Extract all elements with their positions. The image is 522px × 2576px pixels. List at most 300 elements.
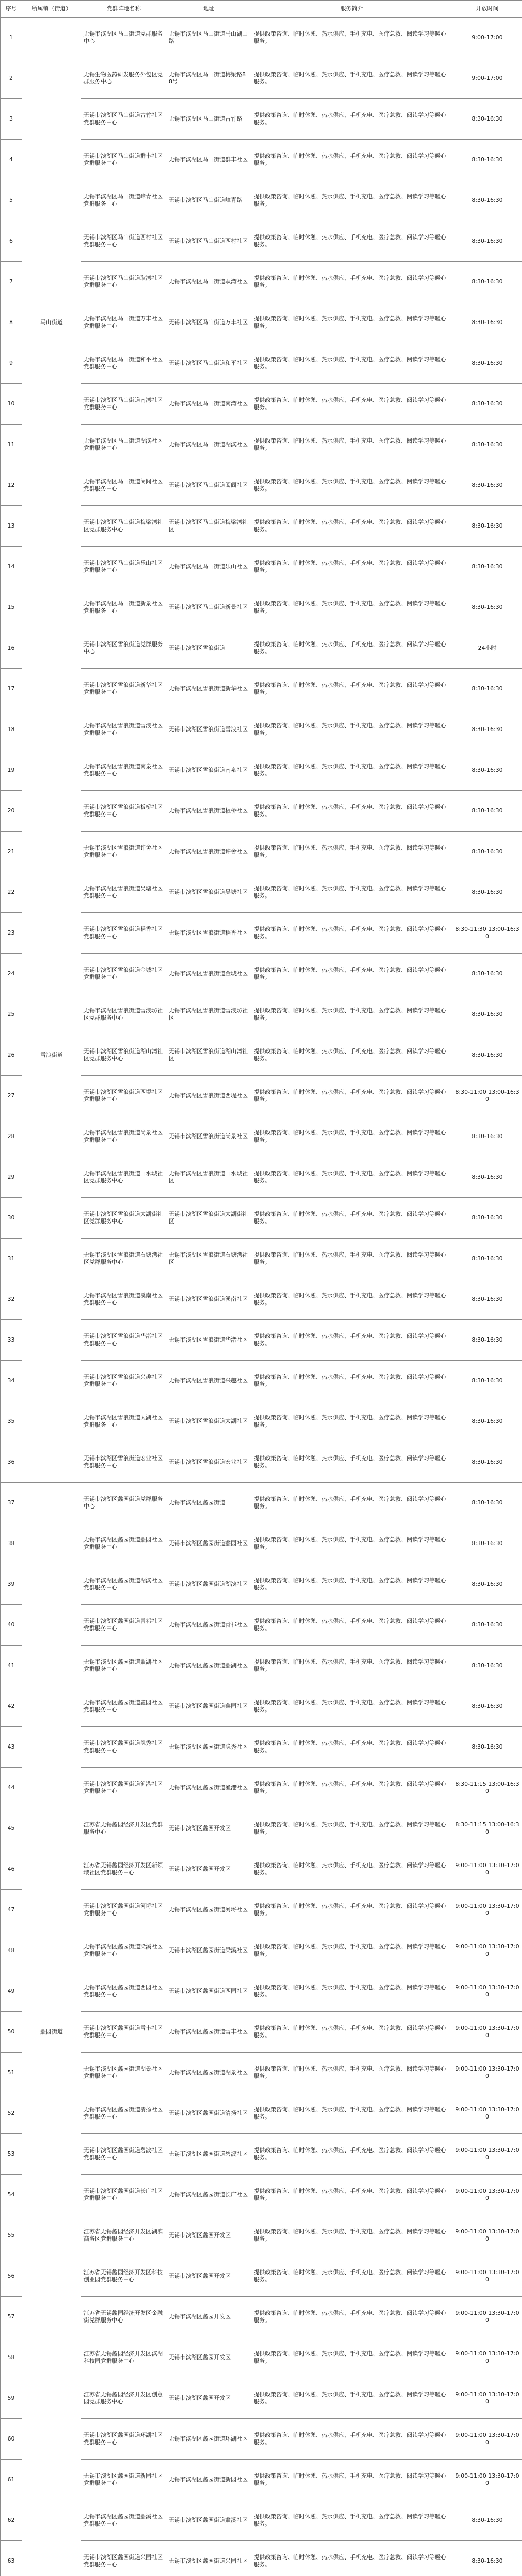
cell-hours: 8:30-16:30 (452, 1198, 522, 1239)
cell-no: 56 (1, 2256, 22, 2297)
cell-name: 无锡市滨湖区蠡园街道渔港社区党群服务中心 (81, 1768, 166, 1808)
cell-name: 无锡市滨湖区马山街道梅梁湾社区党群服务中心 (81, 506, 166, 547)
cell-hours: 8:30-16:30 (452, 1523, 522, 1564)
cell-hours: 8:30-16:30 (452, 384, 522, 425)
cell-no: 63 (1, 2541, 22, 2576)
cell-service: 提供政策咨询、临时休憩、热水供应、手机充电、医疗急救、阅读学习等暖心服务。 (251, 343, 452, 384)
cell-hours: 8:30-16:30 (452, 2500, 522, 2541)
cell-no: 57 (1, 2297, 22, 2337)
cell-address: 无锡市滨湖区马山街道梅梁湾社区 (166, 506, 251, 547)
cell-service: 提供政策咨询、临时休憩、热水供应、手机充电、医疗急救、阅读学习等暖心服务。 (251, 2500, 452, 2541)
cell-name: 无锡市滨湖区蠡园街道蠡湖社区党群服务中心 (81, 1646, 166, 1686)
cell-no: 47 (1, 1890, 22, 1930)
cell-service: 提供政策咨询、临时休憩、热水供应、手机充电、医疗急救、阅读学习等暖心服务。 (251, 1076, 452, 1116)
cell-service: 提供政策咨询、临时休憩、热水供应、手机充电、医疗急救、阅读学习等暖心服务。 (251, 2215, 452, 2256)
cell-service: 提供政策咨询、临时休憩、热水供应、手机充电、医疗急救、阅读学习等暖心服务。 (251, 750, 452, 791)
cell-address: 无锡市滨湖区马山街道湖滨社区 (166, 425, 251, 465)
cell-service: 提供政策咨询、临时休憩、热水供应、手机充电、医疗急救、阅读学习等暖心服务。 (251, 425, 452, 465)
cell-hours: 8:30-16:30 (452, 506, 522, 547)
cell-no: 7 (1, 262, 22, 302)
cell-no: 58 (1, 2337, 22, 2378)
cell-service: 提供政策咨询、临时休憩、热水供应、手机充电、医疗急救、阅读学习等暖心服务。 (251, 2256, 452, 2297)
cell-hours: 9:00-11:00 13:30-17:00 (452, 2337, 522, 2378)
cell-address: 无锡市滨湖区马山街道梅梁路88号 (166, 58, 251, 99)
cell-name: 无锡市滨湖区蠡园街道环湖社区党群服务中心 (81, 2419, 166, 2460)
table-row (1, 18, 522, 58)
cell-service: 提供政策咨询、临时休憩、热水供应、手机充电、医疗急救、阅读学习等暖心服务。 (251, 994, 452, 1035)
cell-name: 无锡市滨湖区马山街道湖滨社区党群服务中心 (81, 425, 166, 465)
cell-hours: 8:30-16:30 (452, 465, 522, 506)
cell-no: 53 (1, 2134, 22, 2175)
cell-hours: 8:30-16:30 (452, 1239, 522, 1279)
cell-no: 15 (1, 587, 22, 628)
cell-no: 11 (1, 425, 22, 465)
cell-address: 无锡市滨湖区马山街道南湾社区 (166, 384, 251, 425)
cell-address: 无锡市滨湖区雪浪街道太湖社区 (166, 1401, 251, 1442)
cell-service: 提供政策咨询、临时休憩、热水供应、手机充电、医疗急救、阅读学习等暖心服务。 (251, 1890, 452, 1930)
cell-address: 无锡市滨湖区蠡园街道河埒社区 (166, 1890, 251, 1930)
cell-hours: 9:00-11:00 13:30-17:00 (452, 2419, 522, 2460)
cell-hours: 9:00-11:00 13:30-17:00 (452, 1930, 522, 1971)
cell-address: 无锡市滨湖区蠡园街道隐秀社区 (166, 1727, 251, 1768)
cell-address: 无锡市滨湖区雪浪街道华渚社区 (166, 1320, 251, 1361)
cell-name: 无锡市滨湖区雪浪街道党群服务中心 (81, 628, 166, 669)
cell-hours: 8:30-16:30 (452, 343, 522, 384)
cell-address: 无锡市滨湖区马山街道古竹路 (166, 99, 251, 140)
cell-name: 江苏省无锡蠡园经济开发区新领域社区党群服务中心 (81, 1849, 166, 1890)
cell-hours: 8:30-16:30 (452, 587, 522, 628)
cell-no: 62 (1, 2500, 22, 2541)
cell-no: 46 (1, 1849, 22, 1890)
cell-service: 提供政策咨询、临时休憩、热水供应、手机充电、医疗急救、阅读学习等暖心服务。 (251, 18, 452, 58)
cell-name: 无锡生物医药研发服务外包区党群服务中心 (81, 58, 166, 99)
cell-hours: 8:30-16:30 (452, 750, 522, 791)
cell-name: 江苏省无锡蠡园经济开发区科技创业园党群服务中心 (81, 2256, 166, 2297)
cell-hours: 9:00-11:00 13:30-17:00 (452, 2175, 522, 2215)
cell-address: 无锡市滨湖区雪浪街道新华社区 (166, 669, 251, 709)
cell-town: 马山街道 (22, 18, 81, 628)
cell-no: 27 (1, 1076, 22, 1116)
cell-hours: 9:00-11:00 13:30-17:00 (452, 2256, 522, 2297)
cell-hours: 8:30-16:30 (452, 1442, 522, 1483)
cell-service: 提供政策咨询、临时休憩、热水供应、手机充电、医疗急救、阅读学习等暖心服务。 (251, 2053, 452, 2093)
cell-service: 提供政策咨询、临时休憩、热水供应、手机充电、医疗急救、阅读学习等暖心服务。 (251, 384, 452, 425)
cell-address: 无锡市滨湖区蠡园街道清扬社区 (166, 2093, 251, 2134)
cell-no: 37 (1, 1483, 22, 1523)
cell-service: 提供政策咨询、临时休憩、热水供应、手机充电、医疗急救、阅读学习等暖心服务。 (251, 1930, 452, 1971)
cell-no: 61 (1, 2460, 22, 2500)
cell-no: 36 (1, 1442, 22, 1483)
cell-name: 江苏省无锡蠡园经济开发区创意园党群服务中心 (81, 2378, 166, 2419)
cell-name: 无锡市滨湖区马山街道新景社区党群服务中心 (81, 587, 166, 628)
cell-name: 无锡市滨湖区雪浪街道许舍社区党群服务中心 (81, 832, 166, 872)
cell-name: 无锡市滨湖区雪浪街道雪浪坊社区党群服务中心 (81, 994, 166, 1035)
cell-service: 提供政策咨询、临时休憩、热水供应、手机充电、医疗急救、阅读学习等暖心服务。 (251, 832, 452, 872)
cell-name: 江苏省无锡蠡园经济开发区党群服务中心 (81, 1808, 166, 1849)
cell-service: 提供政策咨询、临时休憩、热水供应、手机充电、医疗急救、阅读学习等暖心服务。 (251, 1035, 452, 1076)
cell-service: 提供政策咨询、临时休憩、热水供应、手机充电、医疗急救、阅读学习等暖心服务。 (251, 1157, 452, 1198)
cell-service: 提供政策咨询、临时休憩、热水供应、手机充电、医疗急救、阅读学习等暖心服务。 (251, 1116, 452, 1157)
cell-address: 无锡市滨湖区雪浪街道太湖街社区 (166, 1198, 251, 1239)
cell-hours: 8:30-11:00 13:00-16:30 (452, 1076, 522, 1116)
cell-no: 41 (1, 1646, 22, 1686)
cell-service: 提供政策咨询、临时休憩、热水供应、手机充电、医疗急救、阅读学习等暖心服务。 (251, 180, 452, 221)
cell-no: 2 (1, 58, 22, 99)
cell-hours: 8:30-16:30 (452, 1401, 522, 1442)
cell-no: 35 (1, 1401, 22, 1442)
header-address: 地址 (166, 1, 251, 18)
cell-no: 4 (1, 140, 22, 180)
cell-service: 提供政策咨询、临时休憩、热水供应、手机充电、医疗急救、阅读学习等暖心服务。 (251, 2378, 452, 2419)
cell-service: 提供政策咨询、临时休憩、热水供应、手机充电、医疗急救、阅读学习等暖心服务。 (251, 1523, 452, 1564)
cell-no: 60 (1, 2419, 22, 2460)
cell-name: 无锡市滨湖区蠡园街道西园社区党群服务中心 (81, 1971, 166, 2012)
cell-service: 提供政策咨询、临时休憩、热水供应、手机充电、医疗急救、阅读学习等暖心服务。 (251, 1361, 452, 1401)
header-service: 服务简介 (251, 1, 452, 18)
cell-hours: 8:30-16:30 (452, 669, 522, 709)
cell-address: 无锡市滨湖区雪浪街道板桥社区 (166, 791, 251, 832)
cell-name: 无锡市滨湖区雪浪街道石塘湾社区党群服务中心 (81, 1239, 166, 1279)
cell-service: 提供政策咨询、临时休憩、热水供应、手机充电、医疗急救、阅读学习等暖心服务。 (251, 547, 452, 587)
cell-name: 无锡市滨湖区马山街道耿湾社区党群服务中心 (81, 262, 166, 302)
cell-no: 24 (1, 954, 22, 994)
cell-town: 蠡园街道 (22, 1483, 81, 2576)
cell-name: 无锡市滨湖区蠡园街道雪丰社区党群服务中心 (81, 2012, 166, 2053)
cell-address: 无锡市滨湖区马山街道马山湖山路 (166, 18, 251, 58)
cell-address: 无锡市滨湖区雪浪街道许舍社区 (166, 832, 251, 872)
cell-no: 25 (1, 994, 22, 1035)
cell-hours: 8:30-16:30 (452, 832, 522, 872)
cell-hours: 8:30-16:30 (452, 1727, 522, 1768)
cell-no: 50 (1, 2012, 22, 2053)
cell-no: 28 (1, 1116, 22, 1157)
cell-no: 44 (1, 1768, 22, 1808)
cell-address: 无锡市滨湖区蠡园街道青祁社区 (166, 1605, 251, 1646)
cell-no: 13 (1, 506, 22, 547)
cell-name: 无锡市滨湖区蠡园街道蠡溪社区党群服务中心 (81, 2500, 166, 2541)
cell-name: 无锡市滨湖区蠡园街道兴园社区党群服务中心 (81, 2541, 166, 2576)
cell-no: 54 (1, 2175, 22, 2215)
cell-no: 14 (1, 547, 22, 587)
cell-name: 无锡市滨湖区蠡园街道党群服务中心 (81, 1483, 166, 1523)
cell-no: 55 (1, 2215, 22, 2256)
cell-service: 提供政策咨询、临时休憩、热水供应、手机充电、医疗急救、阅读学习等暖心服务。 (251, 2012, 452, 2053)
cell-address: 无锡市滨湖区蠡园街道蠡溪社区 (166, 2500, 251, 2541)
cell-hours: 8:30-16:30 (452, 1483, 522, 1523)
cell-service: 提供政策咨询、临时休憩、热水供应、手机充电、医疗急救、阅读学习等暖心服务。 (251, 2460, 452, 2500)
cell-no: 20 (1, 791, 22, 832)
cell-name: 江苏省无锡蠡园经济开发区滨湖科技园党群服务中心 (81, 2337, 166, 2378)
cell-hours: 8:30-11:30 13:00-16:30 (452, 913, 522, 954)
cell-no: 26 (1, 1035, 22, 1076)
cell-service: 提供政策咨询、临时休憩、热水供应、手机充电、医疗急救、阅读学习等暖心服务。 (251, 913, 452, 954)
cell-hours: 8:30-16:30 (452, 99, 522, 140)
cell-address: 无锡市滨湖区蠡园街道西园社区 (166, 1971, 251, 2012)
cell-hours: 8:30-16:30 (452, 994, 522, 1035)
cell-service: 提供政策咨询、临时休憩、热水供应、手机充电、医疗急救、阅读学习等暖心服务。 (251, 221, 452, 262)
cell-hours: 8:30-16:30 (452, 1035, 522, 1076)
cell-service: 提供政策咨询、临时休憩、热水供应、手机充电、医疗急救、阅读学习等暖心服务。 (251, 262, 452, 302)
cell-name: 无锡市滨湖区蠡园街道长广社区党群服务中心 (81, 2175, 166, 2215)
cell-service: 提供政策咨询、临时休憩、热水供应、手机充电、医疗急救、阅读学习等暖心服务。 (251, 2093, 452, 2134)
cell-name: 无锡市滨湖区蠡园街道湖景社区党群服务中心 (81, 2053, 166, 2093)
cell-no: 48 (1, 1930, 22, 1971)
cell-hours: 8:30-16:30 (452, 262, 522, 302)
cell-address: 无锡市滨湖区雪浪街道南泉社区 (166, 750, 251, 791)
cell-service: 提供政策咨询、临时休憩、热水供应、手机充电、医疗急救、阅读学习等暖心服务。 (251, 140, 452, 180)
cell-service: 提供政策咨询、临时休憩、热水供应、手机充电、医疗急救、阅读学习等暖心服务。 (251, 1849, 452, 1890)
cell-hours: 9:00-11:00 13:30-17:00 (452, 2215, 522, 2256)
cell-hours: 8:30-16:30 (452, 872, 522, 913)
cell-address: 无锡市滨湖区蠡园街道长广社区 (166, 2175, 251, 2215)
cell-service: 提供政策咨询、临时休憩、热水供应、手机充电、医疗急救、阅读学习等暖心服务。 (251, 302, 452, 343)
cell-address: 无锡市滨湖区蠡园街道兴园社区 (166, 2541, 251, 2576)
cell-no: 16 (1, 628, 22, 669)
cell-hours: 8:30-11:15 13:00-16:30 (452, 1808, 522, 1849)
cell-service: 提供政策咨询、临时休憩、热水供应、手机充电、医疗急救、阅读学习等暖心服务。 (251, 1808, 452, 1849)
cell-hours: 8:30-16:30 (452, 1361, 522, 1401)
cell-no: 43 (1, 1727, 22, 1768)
cell-no: 49 (1, 1971, 22, 2012)
cell-service: 提供政策咨询、临时休憩、热水供应、手机充电、医疗急救、阅读学习等暖心服务。 (251, 1442, 452, 1483)
cell-address: 无锡市滨湖区蠡园街道碧波社区 (166, 2134, 251, 2175)
cell-service: 提供政策咨询、临时休憩、热水供应、手机充电、医疗急救、阅读学习等暖心服务。 (251, 58, 452, 99)
cell-name: 无锡市滨湖区马山街道阖闾社区党群服务中心 (81, 465, 166, 506)
cell-name: 无锡市滨湖区雪浪街道兴趣社区党群服务中心 (81, 1361, 166, 1401)
cell-service: 提供政策咨询、临时休憩、热水供应、手机充电、医疗急救、阅读学习等暖心服务。 (251, 2419, 452, 2460)
cell-service: 提供政策咨询、临时休憩、热水供应、手机充电、医疗急救、阅读学习等暖心服务。 (251, 1646, 452, 1686)
cell-town: 雪浪街道 (22, 628, 81, 1483)
cell-service: 提供政策咨询、临时休憩、热水供应、手机充电、医疗急救、阅读学习等暖心服务。 (251, 669, 452, 709)
cell-no: 33 (1, 1320, 22, 1361)
cell-hours: 24小时 (452, 628, 522, 669)
cell-name: 江苏省无锡蠡园经济开发区湖滨商务区党群服务中心 (81, 2215, 166, 2256)
cell-address: 无锡市滨湖区雪浪街道雪浪社区 (166, 709, 251, 750)
cell-service: 提供政策咨询、临时休憩、热水供应、手机充电、医疗急救、阅读学习等暖心服务。 (251, 954, 452, 994)
cell-name: 无锡市滨湖区马山街道群丰社区党群服务中心 (81, 140, 166, 180)
cell-hours: 8:30-16:30 (452, 954, 522, 994)
cell-service: 提供政策咨询、临时休憩、热水供应、手机充电、医疗急救、阅读学习等暖心服务。 (251, 506, 452, 547)
cell-hours: 8:30-16:30 (452, 140, 522, 180)
cell-name: 无锡市滨湖区雪浪街道新华社区党群服务中心 (81, 669, 166, 709)
cell-address: 无锡市滨湖区雪浪街道金城社区 (166, 954, 251, 994)
cell-address: 无锡市滨湖区雪浪街道雪浪坊社区 (166, 994, 251, 1035)
cell-no: 1 (1, 18, 22, 58)
cell-address: 无锡市滨湖区蠡园开发区 (166, 2297, 251, 2337)
cell-address: 无锡市滨湖区蠡园街道 (166, 1483, 251, 1523)
cell-no: 9 (1, 343, 22, 384)
cell-no: 51 (1, 2053, 22, 2093)
cell-service: 提供政策咨询、临时休憩、热水供应、手机充电、医疗急救、阅读学习等暖心服务。 (251, 791, 452, 832)
cell-hours: 9:00-11:00 13:30-17:00 (452, 2378, 522, 2419)
cell-address: 无锡市滨湖区雪浪街道溪南社区 (166, 1279, 251, 1320)
cell-service: 提供政策咨询、临时休憩、热水供应、手机充电、医疗急救、阅读学习等暖心服务。 (251, 1483, 452, 1523)
cell-name: 无锡市滨湖区雪浪街道太湖社区党群服务中心 (81, 1401, 166, 1442)
cell-address: 无锡市滨湖区马山街道耿湾社区 (166, 262, 251, 302)
cell-name: 无锡市滨湖区蠡园街道湖滨社区党群服务中心 (81, 1564, 166, 1605)
cell-hours: 9:00-11:00 13:30-17:00 (452, 1890, 522, 1930)
cell-name: 无锡市滨湖区蠡园街道隐秀社区党群服务中心 (81, 1727, 166, 1768)
cell-address: 无锡市滨湖区马山街道万丰社区 (166, 302, 251, 343)
cell-service: 提供政策咨询、临时休憩、热水供应、手机充电、医疗急救、阅读学习等暖心服务。 (251, 2175, 452, 2215)
cell-address: 无锡市滨湖区蠡园开发区 (166, 2215, 251, 2256)
cell-name: 江苏省无锡蠡园经济开发区金融街党群服务中心 (81, 2297, 166, 2337)
cell-service: 提供政策咨询、临时休憩、热水供应、手机充电、医疗急救、阅读学习等暖心服务。 (251, 1198, 452, 1239)
cell-name: 无锡市滨湖区蠡园街道梁溪社区党群服务中心 (81, 1930, 166, 1971)
cell-address: 无锡市滨湖区马山街道乐山社区 (166, 547, 251, 587)
cell-name: 无锡市滨湖区雪浪街道雪浪社区党群服务中心 (81, 709, 166, 750)
cell-address: 无锡市滨湖区蠡园街道环湖社区 (166, 2419, 251, 2460)
cell-address: 无锡市滨湖区雪浪街道稻香社区 (166, 913, 251, 954)
cell-hours: 8:30-16:30 (452, 1157, 522, 1198)
cell-service: 提供政策咨询、临时休憩、热水供应、手机充电、医疗急救、阅读学习等暖心服务。 (251, 99, 452, 140)
cell-service: 提供政策咨询、临时休憩、热水供应、手机充电、医疗急救、阅读学习等暖心服务。 (251, 1279, 452, 1320)
cell-no: 19 (1, 750, 22, 791)
cell-service: 提供政策咨询、临时休憩、热水供应、手机充电、医疗急救、阅读学习等暖心服务。 (251, 1727, 452, 1768)
cell-name: 无锡市滨湖区雪浪街道尚景社区党群服务中心 (81, 1116, 166, 1157)
cell-service: 提供政策咨询、临时休憩、热水供应、手机充电、医疗急救、阅读学习等暖心服务。 (251, 2297, 452, 2337)
header-name: 党群阵地名称 (81, 1, 166, 18)
cell-name: 无锡市滨湖区蠡园街道碧波社区党群服务中心 (81, 2134, 166, 2175)
cell-no: 34 (1, 1361, 22, 1401)
cell-address: 无锡市滨湖区蠡园街道梁溪社区 (166, 1930, 251, 1971)
cell-name: 无锡市滨湖区雪浪街道太湖街社区党群服务中心 (81, 1198, 166, 1239)
cell-address: 无锡市滨湖区蠡园街道蠡园社区 (166, 1523, 251, 1564)
cell-service: 提供政策咨询、临时休憩、热水供应、手机充电、医疗急救、阅读学习等暖心服务。 (251, 1239, 452, 1279)
table-row (1, 1483, 522, 1523)
cell-hours: 9:00-11:00 13:30-17:00 (452, 1849, 522, 1890)
cell-name: 无锡市滨湖区蠡园街道新园社区党群服务中心 (81, 2460, 166, 2500)
cell-name: 无锡市滨湖区蠡园街道清扬社区党群服务中心 (81, 2093, 166, 2134)
cell-service: 提供政策咨询、临时休憩、热水供应、手机充电、医疗急救、阅读学习等暖心服务。 (251, 587, 452, 628)
cell-name: 无锡市滨湖区蠡园街道青祁社区党群服务中心 (81, 1605, 166, 1646)
cell-no: 3 (1, 99, 22, 140)
cell-no: 10 (1, 384, 22, 425)
cell-address: 无锡市滨湖区蠡园街道湖景社区 (166, 2053, 251, 2093)
cell-no: 42 (1, 1686, 22, 1727)
cell-no: 23 (1, 913, 22, 954)
cell-no: 5 (1, 180, 22, 221)
cell-hours: 8:30-16:30 (452, 547, 522, 587)
cell-hours: 8:30-16:30 (452, 1646, 522, 1686)
cell-hours: 9:00-11:00 13:30-17:00 (452, 2460, 522, 2500)
cell-address: 无锡市滨湖区雪浪街道宏业社区 (166, 1442, 251, 1483)
header-hours: 开放时间 (452, 1, 522, 18)
header-town: 所属镇（街道） (22, 1, 81, 18)
cell-name: 无锡市滨湖区雪浪街道南泉社区党群服务中心 (81, 750, 166, 791)
cell-name: 无锡市滨湖区雪浪街道山水城社区党群服务中心 (81, 1157, 166, 1198)
cell-name: 无锡市滨湖区蠡园街道鑫园社区党群服务中心 (81, 1686, 166, 1727)
cell-no: 52 (1, 2093, 22, 2134)
cell-name: 无锡市滨湖区马山街道南湾社区党群服务中心 (81, 384, 166, 425)
cell-address: 无锡市滨湖区蠡园开发区 (166, 1849, 251, 1890)
table-row (1, 628, 522, 669)
cell-hours: 9:00-11:00 13:30-17:00 (452, 1971, 522, 2012)
cell-hours: 9:00-11:00 13:30-17:00 (452, 2053, 522, 2093)
cell-address: 无锡市滨湖区蠡园开发区 (166, 2337, 251, 2378)
cell-service: 提供政策咨询、临时休憩、热水供应、手机充电、医疗急救、阅读学习等暖心服务。 (251, 2541, 452, 2576)
cell-hours: 9:00-11:00 13:30-17:00 (452, 2134, 522, 2175)
cell-no: 8 (1, 302, 22, 343)
cell-no: 21 (1, 832, 22, 872)
cell-service: 提供政策咨询、临时休憩、热水供应、手机充电、医疗急救、阅读学习等暖心服务。 (251, 1401, 452, 1442)
cell-address: 无锡市滨湖区雪浪街道 (166, 628, 251, 669)
cell-name: 无锡市滨湖区马山街道嶂青社区党群服务中心 (81, 180, 166, 221)
cell-no: 29 (1, 1157, 22, 1198)
header-row (1, 1, 522, 18)
cell-hours: 8:30-16:30 (452, 709, 522, 750)
cell-no: 39 (1, 1564, 22, 1605)
cell-address: 无锡市滨湖区雪浪街道山水城社区 (166, 1157, 251, 1198)
cell-name: 无锡市滨湖区雪浪街道吴塘社区党群服务中心 (81, 872, 166, 913)
cell-hours: 8:30-16:30 (452, 180, 522, 221)
cell-address: 无锡市滨湖区雪浪街道湖山湾社区 (166, 1035, 251, 1076)
cell-no: 18 (1, 709, 22, 750)
cell-name: 无锡市滨湖区雪浪街道板桥社区党群服务中心 (81, 791, 166, 832)
cell-service: 提供政策咨询、临时休憩、热水供应、手机充电、医疗急救、阅读学习等暖心服务。 (251, 709, 452, 750)
cell-hours: 8:30-16:30 (452, 791, 522, 832)
cell-service: 提供政策咨询、临时休憩、热水供应、手机充电、医疗急救、阅读学习等暖心服务。 (251, 1320, 452, 1361)
cell-no: 12 (1, 465, 22, 506)
cell-hours: 8:30-16:30 (452, 1605, 522, 1646)
cell-no: 38 (1, 1523, 22, 1564)
cell-no: 31 (1, 1239, 22, 1279)
cell-address: 无锡市滨湖区蠡园街道鑫园社区 (166, 1686, 251, 1727)
cell-hours: 9:00-11:00 13:30-17:00 (452, 2297, 522, 2337)
cell-name: 无锡市滨湖区马山街道党群服务中心 (81, 18, 166, 58)
cell-hours: 8:30-16:30 (452, 1279, 522, 1320)
cell-name: 无锡市滨湖区马山街道乐山社区党群服务中心 (81, 547, 166, 587)
cell-address: 无锡市滨湖区马山街道嶂青路 (166, 180, 251, 221)
cell-no: 22 (1, 872, 22, 913)
cell-hours: 8:30-16:30 (452, 1320, 522, 1361)
cell-no: 6 (1, 221, 22, 262)
cell-name: 无锡市滨湖区马山街道西村社区党群服务中心 (81, 221, 166, 262)
cell-no: 32 (1, 1279, 22, 1320)
cell-address: 无锡市滨湖区马山街道阖闾社区 (166, 465, 251, 506)
cell-address: 无锡市滨湖区马山街道群丰社区 (166, 140, 251, 180)
cell-name: 无锡市滨湖区蠡园街道蠡园社区党群服务中心 (81, 1523, 166, 1564)
header-no: 序号 (1, 1, 22, 18)
cell-name: 无锡市滨湖区雪浪街道湖山湾社区党群服务中心 (81, 1035, 166, 1076)
cell-no: 59 (1, 2378, 22, 2419)
cell-address: 无锡市滨湖区雪浪街道吴塘社区 (166, 872, 251, 913)
cell-no: 45 (1, 1808, 22, 1849)
cell-name: 无锡市滨湖区蠡园街道河埒社区党群服务中心 (81, 1890, 166, 1930)
cell-address: 无锡市滨湖区蠡园开发区 (166, 1808, 251, 1849)
cell-no: 17 (1, 669, 22, 709)
cell-hours: 9:00-17:00 (452, 58, 522, 99)
cell-name: 无锡市滨湖区马山街道万丰社区党群服务中心 (81, 302, 166, 343)
cell-hours: 9:00-17:00 (452, 18, 522, 58)
cell-address: 无锡市滨湖区蠡园街道湖滨社区 (166, 1564, 251, 1605)
cell-service: 提供政策咨询、临时休憩、热水供应、手机充电、医疗急救、阅读学习等暖心服务。 (251, 628, 452, 669)
cell-address: 无锡市滨湖区蠡园街道渔港社区 (166, 1768, 251, 1808)
cell-address: 无锡市滨湖区雪浪街道石塘湾社区 (166, 1239, 251, 1279)
cell-name: 无锡市滨湖区马山街道和平社区党群服务中心 (81, 343, 166, 384)
cell-address: 无锡市滨湖区雪浪街道尚景社区 (166, 1116, 251, 1157)
cell-address: 无锡市滨湖区马山街道和平社区 (166, 343, 251, 384)
cell-service: 提供政策咨询、临时休憩、热水供应、手机充电、医疗急救、阅读学习等暖心服务。 (251, 872, 452, 913)
cell-name: 无锡市滨湖区雪浪街道西堤社区党群服务中心 (81, 1076, 166, 1116)
cell-service: 提供政策咨询、临时休憩、热水供应、手机充电、医疗急救、阅读学习等暖心服务。 (251, 1971, 452, 2012)
table-body (1, 18, 522, 2576)
table-header (1, 1, 522, 18)
cell-hours: 8:30-16:30 (452, 1686, 522, 1727)
cell-service: 提供政策咨询、临时休憩、热水供应、手机充电、医疗急救、阅读学习等暖心服务。 (251, 2134, 452, 2175)
cell-name: 无锡市滨湖区雪浪街道溪南社区党群服务中心 (81, 1279, 166, 1320)
cell-name: 无锡市滨湖区雪浪街道宏业社区党群服务中心 (81, 1442, 166, 1483)
